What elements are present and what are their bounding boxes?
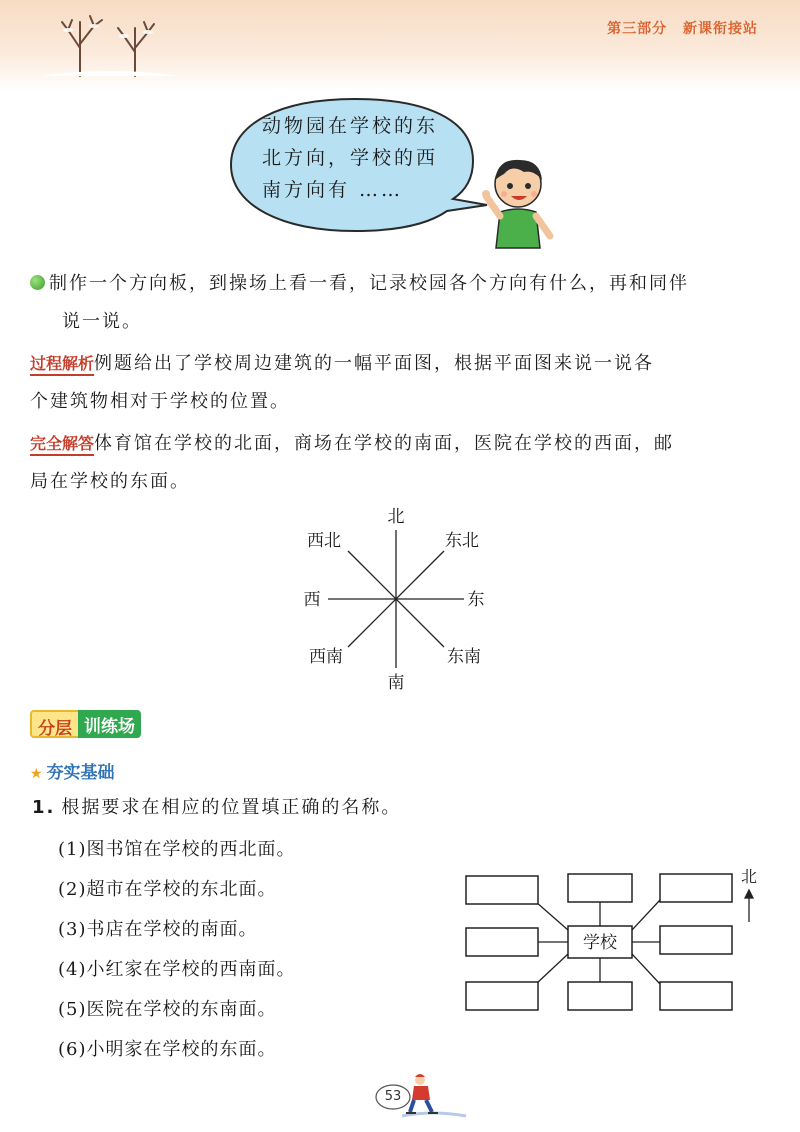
blank-box-southeast[interactable] [660,982,732,1010]
green-bullet-icon [30,275,45,290]
question-item: (6)小明家在学校的东面。 [58,1039,277,1060]
analysis-line-2: 个建筑物相对于学校的位置。 [30,391,290,412]
school-direction-map [460,860,770,1020]
activity-line-2: 说一说。 [62,311,142,332]
bubble-line-3: 南方向有 …… [262,179,404,201]
section-badge-part-a: 分层 [30,710,78,738]
question-item: (4)小红家在学校的西南面。 [58,959,296,980]
part-label: 第三部分 [607,21,668,37]
header-title [597,18,758,38]
question-item: (1)图书馆在学校的西北面。 [58,839,296,860]
question-items [58,830,296,1070]
blank-box-northwest[interactable] [466,876,538,904]
answer-line-2: 局在学校的东面。 [30,471,190,492]
activity-line-1 [30,265,689,303]
blank-box-southwest[interactable] [466,982,538,1010]
blank-box-northeast[interactable] [660,874,732,902]
activity-text-1: 制作一个方向板，到操场上看一看，记录校园各个方向有什么，再和同伴 [49,273,689,294]
compass-northwest-label: 西北 [307,531,341,551]
compass-southeast-label: 东南 [447,647,481,667]
question-item: (3)书店在学校的南面。 [58,919,258,940]
snowy-trees-illustration [40,8,180,78]
analysis-line-1 [30,345,654,383]
answer-line-1 [30,425,674,463]
question-prompt [32,793,401,819]
compass-west-label: 西 [303,590,321,610]
blank-box-east[interactable] [660,926,732,954]
section-badge [30,710,141,738]
page-number: 53 [384,1089,402,1104]
star-icon: ★ [30,766,43,782]
compass-southwest-label: 西南 [309,647,343,667]
blank-box-west[interactable] [466,928,538,956]
map-north-label: 北 [740,867,758,886]
compass-north-label: 北 [387,507,405,527]
compass-diagram [290,500,510,700]
analysis-text-1: 例题给出了学校周边建筑的一幅平面图，根据平面图来说一说各 [94,353,655,374]
question-item: (2)超市在学校的东北面。 [58,879,277,900]
answer-text-1: 体育馆在学校的北面，商场在学校的南面，医院在学校的西面，邮 [94,433,675,454]
school-label: 学校 [583,933,617,953]
question-item: (5)医院在学校的东南面。 [58,999,277,1020]
north-arrow-icon [745,890,753,922]
sub-heading-text: 夯实基础 [46,763,115,783]
bubble-line-2: 北方向，学校的西 [262,147,439,169]
section-label: 新课衔接站 [683,21,758,37]
question-number: 1. [32,797,56,818]
question-prompt-text: 根据要求在相应的位置填正确的名称。 [61,797,402,818]
blank-box-north[interactable] [568,874,632,902]
compass-lines [328,530,464,668]
sub-heading [30,758,115,783]
section-badge-part-b: 训练场 [78,710,141,738]
bubble-line-1: 动物园在学校的东 [262,115,439,137]
boy-character-illustration [478,150,568,250]
answer-tag: 完全解答 [30,434,94,456]
speech-bubble-text [262,110,462,206]
compass-northeast-label: 东北 [445,531,479,551]
analysis-tag: 过程解析 [30,354,94,376]
compass-east-label: 东 [467,590,485,610]
compass-south-label: 南 [387,673,405,693]
blank-box-south[interactable] [568,982,632,1010]
